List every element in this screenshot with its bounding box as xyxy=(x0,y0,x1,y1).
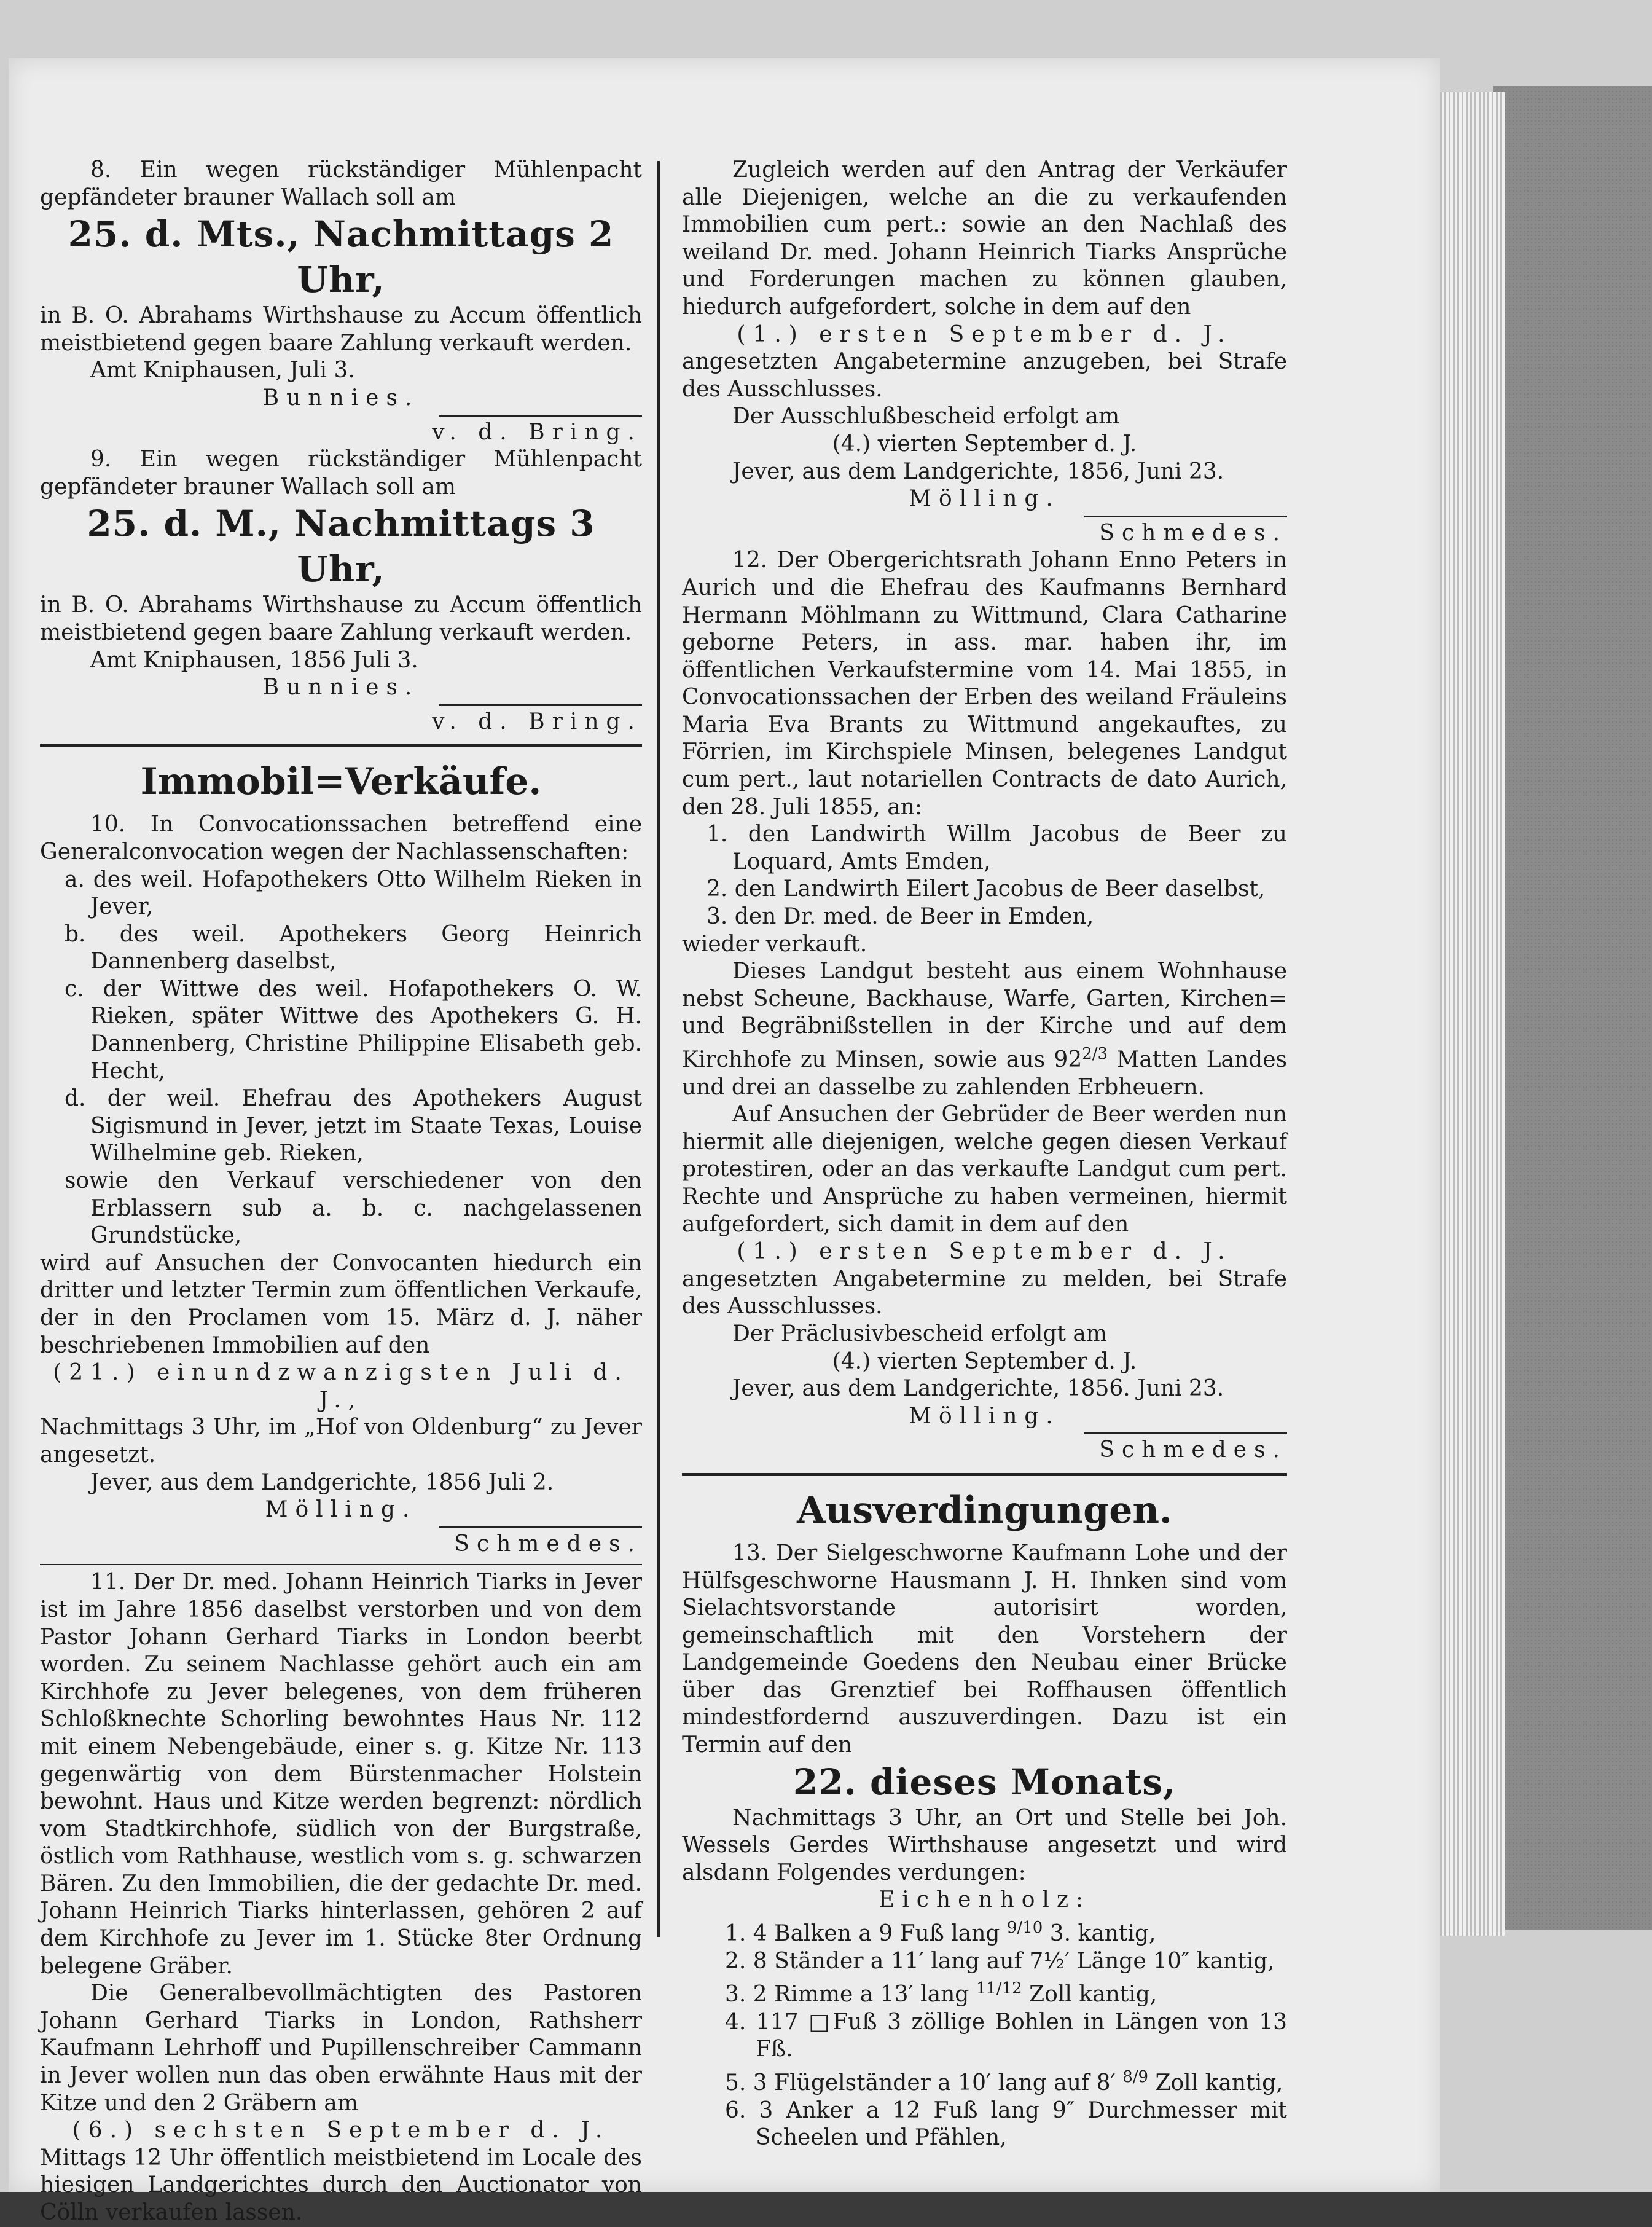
notice-11 xyxy=(40,1569,642,2226)
term-date: (4.) vierten September d. J. xyxy=(832,1348,1137,1374)
signature: Schmedes. xyxy=(1099,520,1287,546)
notice-text: Der Präclusivbescheid erfolgt am xyxy=(732,1321,1107,1346)
place-date: Jever, aus dem Landgerichte, 1856. Juni 23. xyxy=(732,1376,1224,1402)
auction-date: 25. d. M., Nachmittags 3 Uhr, xyxy=(87,503,595,591)
fraction: 11/12 xyxy=(976,1979,1022,1998)
book-cover xyxy=(1493,86,1652,1930)
place-date: Amt Kniphausen, Juli 3. xyxy=(90,358,355,383)
fraction: 2/3 xyxy=(1082,1045,1108,1063)
signature: Mölling. xyxy=(909,1403,1060,1429)
notice-text: 8. Ein wegen rückständiger Mühlenpacht gepfändeter brauner Wallach soll am xyxy=(40,157,642,210)
section-heading: Immobil=Verkäufe. xyxy=(140,760,542,804)
notice-8 xyxy=(40,157,642,446)
fraction: 9/10 xyxy=(1006,1919,1043,1938)
notice-text: wieder verkauft. xyxy=(682,931,867,957)
notice-text: Zugleich werden auf den Antrag der Verkäufer alle Diejenigen, welche an die zu verkaufenden Immobilien cum pert.: sowie an den Nachlaß des weiland Dr. med. Johann Heinrich Tiarks Ansprüche und Forderungen machen zu können glauben, hiedurch aufgefordert, solche in dem auf den xyxy=(682,157,1287,320)
notice-9 xyxy=(40,446,642,736)
notice-text: 9. Ein wegen rückständiger Mühlenpacht gepfändeter brauner Wallach soll am xyxy=(40,447,642,500)
divider xyxy=(439,415,642,417)
text-run: 3. 2 Rimme a 13′ lang xyxy=(725,1982,976,2008)
subheading: Eichenholz: xyxy=(878,1887,1091,1913)
right-column xyxy=(682,157,1287,2152)
text-run: 3. kantig, xyxy=(1043,1921,1156,1947)
divider xyxy=(1084,516,1287,517)
fraction: 8/9 xyxy=(1122,2068,1149,2086)
section-rule xyxy=(40,744,642,747)
notice-text: in B. O. Abrahams Wirthshause zu Accum öffentlich meistbietend gegen baare Zahlung verkauft werden. xyxy=(40,303,642,356)
list-item: 4. 117 □Fuß 3 zöllige Bohlen in Längen von 13 Fß. xyxy=(725,2009,1287,2062)
notice-text: Der Ausschlußbescheid erfolgt am xyxy=(732,404,1120,430)
notice-text: in B. O. Abrahams Wirthshause zu Accum öffentlich meistbietend gegen baare Zahlung verkauft werden. xyxy=(40,592,642,645)
notice-12 xyxy=(682,547,1287,1464)
notice-text: 12. Der Obergerichtsrath Johann Enno Peters in Aurich und die Ehefrau des Kaufmanns Bernhard Hermann Möhlmann zu Wittmund, Clara Catharine geborne Peters, in ass. mar. haben ihr, im öffentlichen Verkaufstermine vom 14. Mai 1855, in Convocationssachen der Erben des weiland Fräuleins Maria Eva Brants zu Wittmund angekauftes, zu Förrien, im Kirchspiele Minsen, belegenes Landgut cum pert., laut notariellen Contracts de dato Aurich, den 28. Juli 1855, an: xyxy=(682,548,1287,820)
page-edges xyxy=(1431,92,1505,1936)
list-item: d. der weil. Ehefrau des Apothekers August Sigismund in Jever, jetzt im Staate Texas, Louise Wilhelmine geb. Rieken, xyxy=(65,1086,642,1166)
section-heading: Ausverdingungen. xyxy=(797,1488,1172,1532)
text-run: Zoll kantig, xyxy=(1148,2070,1283,2095)
notice-text: 11. Der Dr. med. Johann Heinrich Tiarks in Jever ist im Jahre 1856 daselbst verstorben und von dem Pastor Johann Gerhard Tiarks in London beerbt worden. Zu seinem Nachlasse gehört auch ein am Kirchhofe zu Jever belegenes, von dem früheren Schloßknechte Schorling bewohntes Haus Nr. 112 mit einem Nebengebäude, einer s. g. Kitze Nr. 113 gegenwärtig von dem Bürstenmacher Holstein bewohnt. Haus und Kitze werden begrenzt: nördlich vom Stadtkirchhofe, südlich von der Burgstraße, östlich vom Rathhause, westlich vom s. g. schwarzen Bären. Zu den Immobilien, die der gedachte Dr. med. Johann Heinrich Tiarks hinterlassen, gehören 2 auf dem Kirchhofe zu Jever im 1. Stücke 8ter Ordnung belegene Gräber. xyxy=(40,1569,642,1979)
divider xyxy=(1084,1432,1287,1434)
auction-date: 25. d. Mts., Nachmittags 2 Uhr, xyxy=(68,213,614,301)
list-item: 3. den Dr. med. de Beer in Emden, xyxy=(707,904,1094,930)
notice-text: Auf Ansuchen der Gebrüder de Beer werden nun hiermit alle diejenigen, welche gegen diesen Verkauf protestiren, oder an das verkaufte Landgut cum pert. Rechte und Ansprüche zu haben vermeinen, hiermit aufgefordert, sich damit in dem auf den xyxy=(682,1102,1287,1237)
divider xyxy=(439,1526,642,1528)
notice-13 xyxy=(682,1540,1287,2152)
notice-10 xyxy=(40,811,642,1558)
term-date: (6.) sechsten September d. J. xyxy=(72,2118,610,2143)
notice-text: wird auf Ansuchen der Convocanten hiedurch ein dritter und letzter Termin zum öffentlichen Verkaufe, der in den Proclamen vom 15. März d. J. näher beschriebenen Immobilien auf den xyxy=(40,1250,642,1358)
text-run: Dieses Landgut besteht aus einem Wohnhause nebst Scheune, Backhause, Warfe, Garten, Kirchen= und Begräbnißstellen in der Kirche und auf dem Kirchhofe zu Minsen, sowie aus 92 xyxy=(682,959,1287,1072)
notice-text: 10. In Convocationssachen betreffend eine Generalconvocation wegen der Nachlassenschaften: xyxy=(40,812,642,865)
left-column xyxy=(40,157,642,2227)
list-item: 2. 8 Ständer a 11′ lang auf 7½′ Länge 10″ kantig, xyxy=(725,1948,1275,1974)
signature: Schmedes. xyxy=(1099,1437,1287,1463)
divider xyxy=(439,704,642,706)
list-item xyxy=(682,1975,1287,2009)
divider xyxy=(40,1564,642,1565)
signature: Bunnies. xyxy=(262,675,420,701)
list-item: c. der Wittwe des weil. Hofapothekers O. W. Rieken, später Wittwe des Apothekers G. H. Dannenberg, Christine Philippine Elisabeth geb. Hecht, xyxy=(65,976,642,1084)
list-item: a. des weil. Hofapothekers Otto Wilhelm Rieken in Jever, xyxy=(65,866,642,920)
notice-text: 13. Der Sielgeschworne Kaufmann Lohe und der Hülfsgeschworne Hausmann J. H. Ihnken sind vom Sielachtsvorstande autorisirt worden, gemeinschaftlich mit den Vorstehern der Landgemeinde Goedens den Neubau einer Brücke über das Grenztief bei Roffhausen öffentlich mindestfordernd auszuverdingen. Dazu ist ein Termin auf den xyxy=(682,1540,1287,1758)
signature: v. d. Bring. xyxy=(432,709,642,734)
text-run: Zoll kantig, xyxy=(1022,1982,1157,2008)
term-date: (21.) einundzwanzigsten Juli d. J., xyxy=(53,1360,629,1413)
signature: v. d. Bring. xyxy=(432,419,642,445)
section-rule xyxy=(682,1473,1287,1476)
term-date: (1.) ersten September d. J. xyxy=(737,1239,1232,1265)
list-item xyxy=(682,1914,1287,1948)
term-date: (4.) vierten September d. J. xyxy=(832,431,1137,457)
notice-text: Nachmittags 3 Uhr, im „Hof von Oldenburg“ zu Jever angesetzt. xyxy=(40,1415,642,1467)
place-date: Jever, aus dem Landgerichte, 1856 Juli 2. xyxy=(90,1469,554,1495)
notice-text: Nachmittags 3 Uhr, an Ort und Stelle bei Joh. Wessels Gerdes Wirthshause angesetzt und wird alsdann Folgendes verdungen: xyxy=(682,1805,1287,1885)
notice-text: sowie den Verkauf verschiedener von den Erblassern sub a. b. c. nachgelassenen Grundstücke, xyxy=(65,1168,642,1249)
notice-text: Die Generalbevollmächtigten des Pastoren Johann Gerhard Tiarks in London, Rathsherr Kaufmann Lehrhoff und Pupillenschreiber Cammann in Jever wollen nun das oben erwähnte Haus mit der Kitze und den 2 Gräbern am xyxy=(40,1981,642,2116)
notice-text xyxy=(682,958,1287,1101)
notice-text: angesetzten Angabetermine anzugeben, bei Strafe des Ausschlusses. xyxy=(682,349,1287,402)
list-item: 1. den Landwirth Willm Jacobus de Beer zu Loquard, Amts Emden, xyxy=(707,822,1287,874)
list-item xyxy=(682,2064,1287,2097)
term-date: (1.) ersten September d. J. xyxy=(737,321,1232,347)
signature: Mölling. xyxy=(265,1497,417,1523)
text-run: 1. 4 Balken a 9 Fuß lang xyxy=(725,1921,1007,1947)
notice-11-continued xyxy=(682,157,1287,547)
signature: Schmedes. xyxy=(454,1531,642,1557)
list-item: 6. 3 Anker a 12 Fuß lang 9″ Durchmesser mit Scheelen und Pfählen, xyxy=(725,2097,1287,2151)
signature: Bunnies. xyxy=(262,385,420,410)
notice-text: Mittags 12 Uhr öffentlich meistbietend im Locale des hiesigen Landgerichtes durch den Auctionator von Cölln verkaufen lassen. xyxy=(40,2145,642,2225)
text-run: Matten Landes und drei an dasselbe zu zahlenden Erbheuern. xyxy=(682,1047,1288,1100)
text-run: 5. 3 Flügelständer a 10′ lang auf 8′ xyxy=(725,2070,1123,2095)
notice-text: angesetzten Angabetermine zu melden, bei Strafe des Ausschlusses. xyxy=(682,1266,1287,1319)
signature: Mölling. xyxy=(909,486,1060,512)
term-date: 22. dieses Monats, xyxy=(793,1761,1176,1803)
place-date: Amt Kniphausen, 1856 Juli 3. xyxy=(90,647,418,673)
column-divider xyxy=(657,161,660,1937)
place-date: Jever, aus dem Landgerichte, 1856, Juni 23. xyxy=(732,458,1224,484)
list-item: b. des weil. Apothekers Georg Heinrich Dannenberg daselbst, xyxy=(65,921,642,975)
list-item: 2. den Landwirth Eilert Jacobus de Beer daselbst, xyxy=(707,876,1266,902)
